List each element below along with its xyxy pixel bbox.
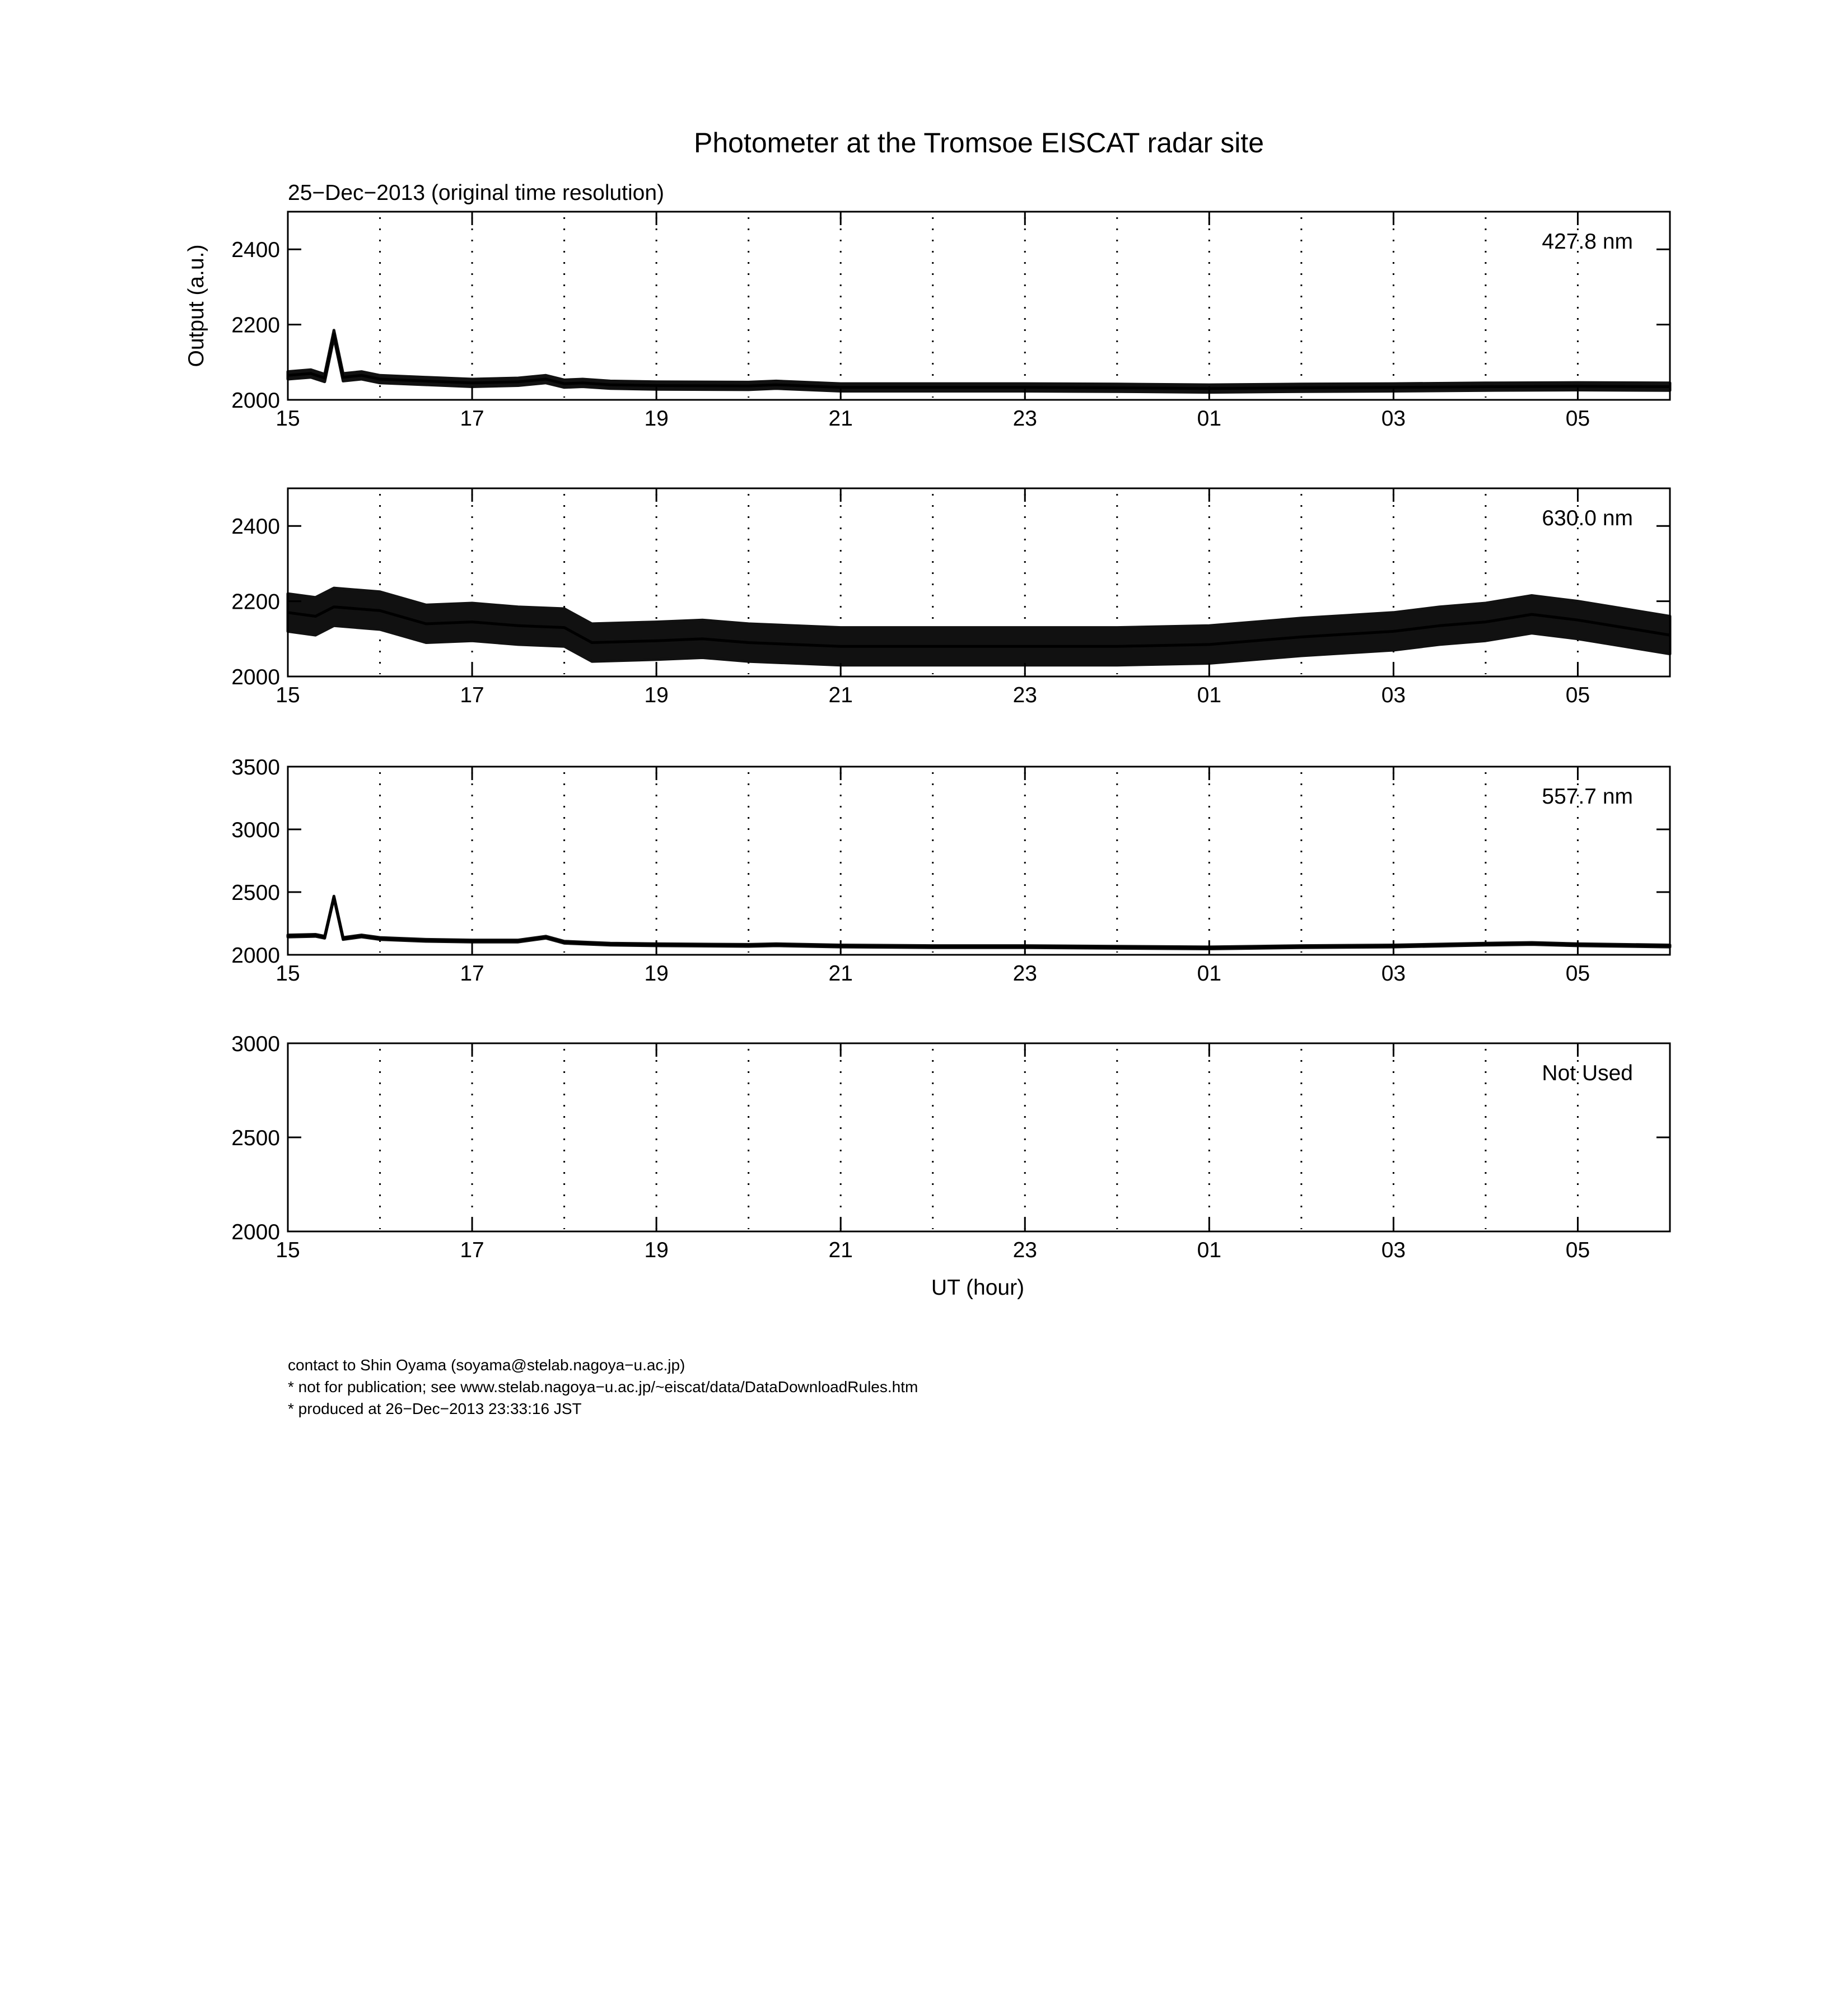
x-tick-label: 19 <box>644 683 669 707</box>
x-tick-label: 01 <box>1197 1238 1222 1262</box>
x-tick-label: 17 <box>460 1238 484 1262</box>
x-tick-label: 19 <box>644 407 669 431</box>
y-tick-label: 2000 <box>231 389 280 413</box>
footer-publication-note: * not for publication; see www.stelab.nagoya−u.ac.jp/~eiscat/data/DataDownloadRules.htm <box>288 1378 918 1396</box>
x-tick-label: 19 <box>644 1238 669 1262</box>
axes-frame <box>288 1043 1670 1231</box>
x-tick-label: 05 <box>1565 962 1590 986</box>
x-tick-label: 19 <box>644 962 669 986</box>
x-tick-label: 15 <box>276 683 300 707</box>
y-tick-label: 3000 <box>231 1032 280 1056</box>
x-tick-label: 03 <box>1381 1238 1406 1262</box>
x-tick-label: 21 <box>828 683 853 707</box>
x-tick-label: 03 <box>1381 407 1406 431</box>
panel-4 <box>231 1032 1670 1262</box>
x-tick-label: 17 <box>460 962 484 986</box>
x-tick-label: 05 <box>1565 407 1590 431</box>
series-line <box>288 897 1670 948</box>
x-tick-label: 15 <box>276 407 300 431</box>
axes-frame <box>288 767 1670 955</box>
panel-1 <box>231 212 1670 431</box>
y-tick-label: 2200 <box>231 313 280 338</box>
x-tick-label: 15 <box>276 1238 300 1262</box>
y-tick-label: 2200 <box>231 590 280 614</box>
x-tick-label: 03 <box>1381 962 1406 986</box>
y-tick-label: 2400 <box>231 515 280 539</box>
x-tick-label: 21 <box>828 962 853 986</box>
y-tick-label: 2500 <box>231 1126 280 1150</box>
footer-produced: * produced at 26−Dec−2013 23:33:16 JST <box>288 1400 582 1417</box>
series-legend: Not Used <box>1542 1061 1633 1085</box>
x-tick-label: 21 <box>828 407 853 431</box>
x-tick-label: 23 <box>1012 683 1037 707</box>
y-tick-label: 2500 <box>231 881 280 905</box>
panels <box>231 212 1670 1262</box>
y-tick-label: 2000 <box>231 1220 280 1244</box>
x-tick-label: 17 <box>460 407 484 431</box>
y-tick-label: 3000 <box>231 818 280 842</box>
panel-2 <box>231 488 1670 707</box>
x-tick-label: 01 <box>1197 407 1222 431</box>
x-tick-label: 23 <box>1012 1238 1037 1262</box>
chart-title: Photometer at the Tromsoe EISCAT radar site <box>693 127 1264 158</box>
footer-notes <box>288 1354 918 1420</box>
chart-subtitle: 25−Dec−2013 (original time resolution) <box>288 181 665 205</box>
x-tick-label: 01 <box>1197 962 1222 986</box>
x-tick-label: 05 <box>1565 1238 1590 1262</box>
x-tick-label: 23 <box>1012 407 1037 431</box>
series-legend: 557.7 nm <box>1542 785 1633 809</box>
series-legend: 427.8 nm <box>1542 230 1633 254</box>
x-tick-label: 15 <box>276 962 300 986</box>
x-tick-label: 23 <box>1012 962 1037 986</box>
y-tick-label: 2000 <box>231 665 280 689</box>
x-tick-label: 03 <box>1381 683 1406 707</box>
y-tick-label: 2000 <box>231 944 280 968</box>
x-tick-label: 21 <box>828 1238 853 1262</box>
x-tick-label: 17 <box>460 683 484 707</box>
x-tick-label: 05 <box>1565 683 1590 707</box>
y-tick-label: 3500 <box>231 755 280 780</box>
series-band <box>288 588 1670 665</box>
x-axis-label: UT (hour) <box>931 1276 1025 1300</box>
panel-3 <box>231 755 1670 986</box>
axes-frame <box>288 212 1670 400</box>
y-tick-label: 2400 <box>231 238 280 263</box>
footer-contact: contact to Shin Oyama (soyama@stelab.nagoya−u.ac.jp) <box>288 1356 685 1374</box>
series-legend: 630.0 nm <box>1542 506 1633 530</box>
x-tick-label: 01 <box>1197 683 1222 707</box>
y-axis-label: Output (a.u.) <box>184 244 208 367</box>
